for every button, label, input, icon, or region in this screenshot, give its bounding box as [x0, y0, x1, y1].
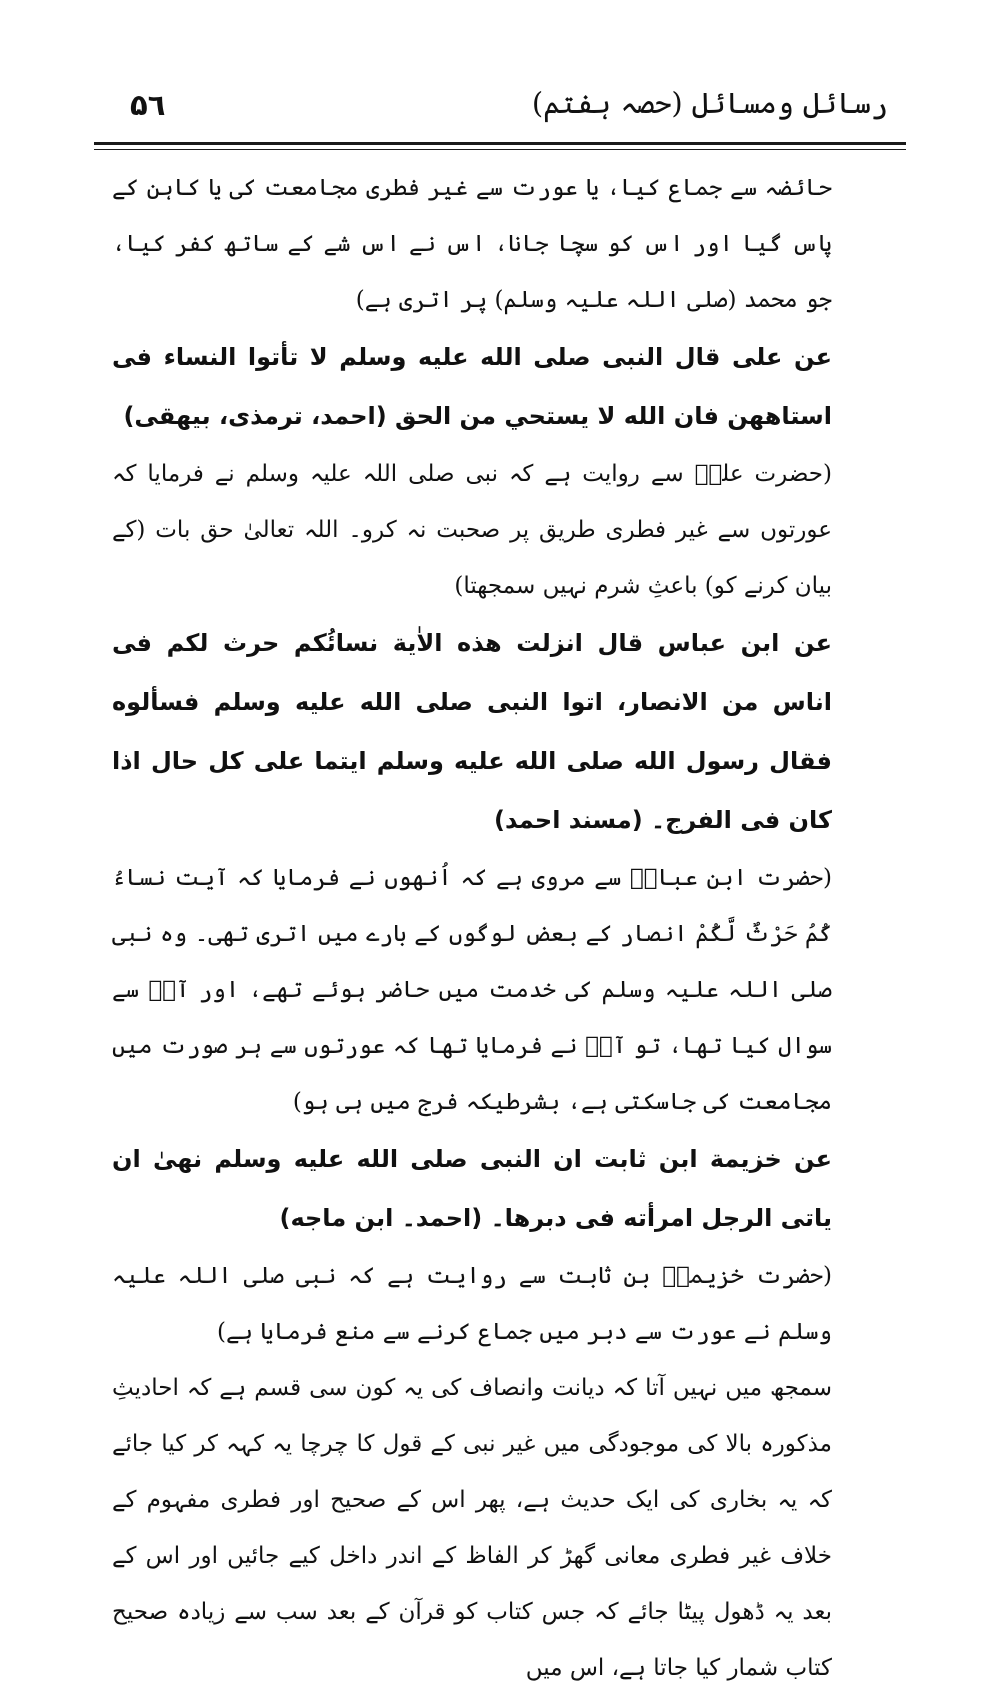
paragraph-urdu-1: حائضہ سے جماع کیا، یا عورت سے غیر فطری مجامعت کی یا کاہن کے پاس گیا اور اس کو سچا جانا، اس نے اس شے کے ساتھ کفر کیا، جو محمد (صلی اللہ علیہ وسلم) پر اتری ہے) — [112, 175, 832, 313]
page-header — [110, 78, 888, 128]
paragraph-urdu-3: (حضرت ابن عباسؓ سے مروی ہے کہ اُنھوں نے فرمایا کہ آیت نساءُ کُمُ حَرْثٌ لَّکُمْ انصار کے بعض لوگوں کے بارے میں اتری تھی۔ وہ نبی صلی اللہ علیہ وسلم کی خدمت میں حاضر ہوئے تھے، اور آپؐ سے سوال کیا تھا، تو آپؐ نے فرمایا تھا کہ عورتوں سے ہر صورت میں مجامعت کی جاسکتی ہے، بشرطیکہ فرج میں ہی ہو) — [112, 865, 832, 1115]
page-number: ۵٦ — [130, 88, 166, 122]
paragraph-urdu-4: (حضرت خزیمہؓ بن ثابت سے روایت ہے کہ نبی صلی اللہ علیہ وسلم نے عورت سے دبر میں جماع کرنے سے منع فرمایا ہے) — [112, 1263, 832, 1345]
header-rule-thin — [94, 149, 906, 150]
running-title: رسائل ومسائل (حصہ ہفتم) — [531, 86, 888, 120]
header-rule — [94, 142, 906, 145]
hadith-arabic-3: عن خزیمة ابن ثابت ان النبی صلی الله علیه وسلم نهیٰ ان یاتی الرجل امرأته فی دبرها۔ (احمد۔ ابن ماجه) — [112, 1145, 832, 1232]
page-body — [112, 160, 832, 1696]
paragraph-urdu-2: (حضرت علیؓ سے روایت ہے کہ نبی صلی اللہ علیہ وسلم نے فرمایا کہ عورتوں سے غیر فطری طریق پر صحبت نہ کرو۔ اللہ تعالیٰ حق بات (کے بیان کرنے کو) باعثِ شرم نہیں سمجھتا) — [112, 461, 832, 599]
hadith-arabic-2: عن ابن عباس قال انزلت هذه الاٰية نسائُکم حرث لکم فی اناس من الانصار، اتوا النبی صلی الله علیه وسلم فسألوه فقال رسول الله صلی الله علیه وسلم ایتما علی کل حال اذا کان فی الفرج۔ (مسند احمد) — [112, 629, 832, 834]
hadith-arabic-1: عن علی قال النبی صلی الله علیه وسلم لا تأتوا النساء فی استاهھن فان الله لا یستحي من الحق (احمد، ترمذی، بیھقی) — [112, 343, 832, 430]
paragraph-urdu-5: سمجھ میں نہیں آتا کہ دیانت وانصاف کی یہ کون سی قسم ہے کہ احادیثِ مذکورہ بالا کی موجودگی میں غیر نبی کے قول کا چرچا یہ کہہ کر کیا جائے کہ یہ بخاری کی ایک حدیث ہے، پھر اس کے صحیح اور فطری مفہوم کے خلاف غیر فطری معانی گھڑ کر الفاظ کے اندر داخل کیے جائیں اور اس کے بعد یہ ڈھول پیٹا جائے کہ جس کتاب کو قرآن کے بعد سب سے زیادہ صحیح کتاب شمار کیا جاتا ہے، اس میں — [112, 1375, 832, 1681]
